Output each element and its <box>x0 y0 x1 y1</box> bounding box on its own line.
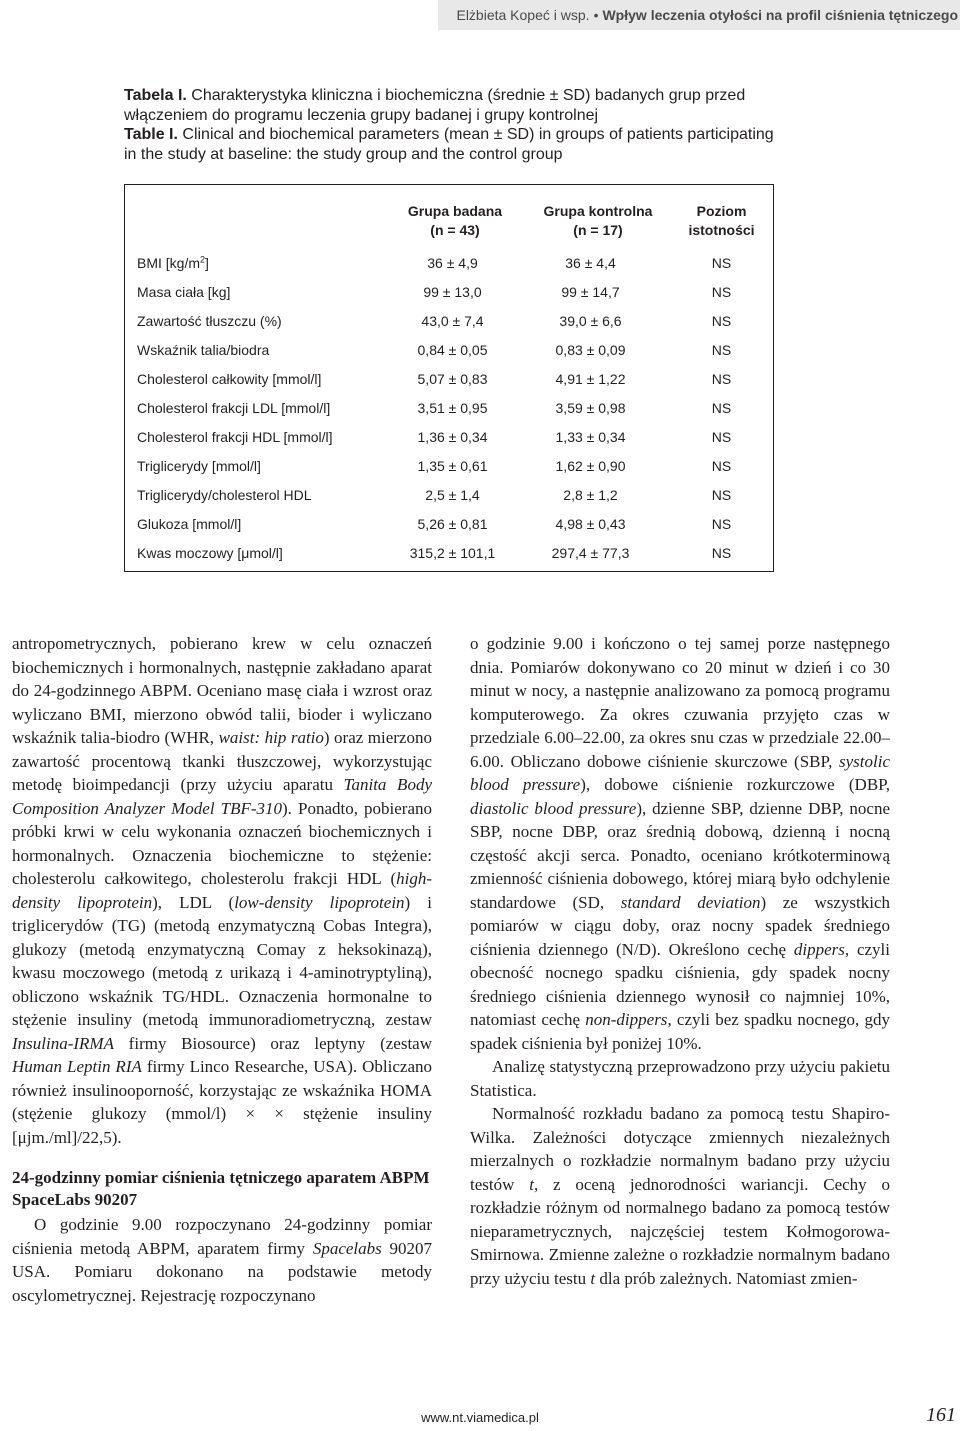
header-separator: • <box>593 7 599 23</box>
header-significance-line1: Poziom <box>696 203 747 219</box>
page-number: 161 <box>926 1404 956 1426</box>
italic-run: low-density lipoprotein <box>234 892 405 912</box>
cell-study-group: 1,36 ± 0,34 <box>417 429 488 445</box>
cell-significance: NS <box>711 516 732 532</box>
row-label: Glukoza [mmol/l] <box>137 516 242 532</box>
row-label: Masa ciała [kg] <box>137 284 231 300</box>
cell-significance: NS <box>711 342 732 358</box>
table-row <box>125 513 773 535</box>
text-run: firmy Biosource) oraz leptyny (zestaw <box>113 1033 432 1053</box>
cell-significance: NS <box>711 284 732 300</box>
cell-significance: NS <box>711 313 732 329</box>
text-run: , czyli obecność nocnego spadku ciśnienia, gdy spadek nocny średniego ciśnienia dziennego wynosił co najmniej 10%, natomiast cechę <box>470 939 890 1029</box>
cell-significance: NS <box>711 400 732 416</box>
row-label: Cholesterol całkowity [mmol/l] <box>137 371 322 387</box>
row-label: Cholesterol frakcji LDL [mmol/l] <box>137 400 331 416</box>
italic-run: Spacelabs <box>312 1238 382 1258</box>
right-paragraph-normality <box>470 1102 890 1290</box>
table-row <box>125 281 773 303</box>
text-run: ) oraz mierzono zawartość procentową tkanki tłuszczowej, wykorzystując metodę bioimpedancji (przy użyciu aparatu <box>12 728 432 794</box>
cell-study-group: 0,84 ± 0,05 <box>417 342 488 358</box>
row-label: Kwas moczowy [μmol/l] <box>137 545 283 561</box>
header-authors: Elżbieta Kopeć i wsp. <box>456 7 590 23</box>
cell-significance: NS <box>711 255 732 271</box>
caption-en-label: Table I. <box>124 126 178 143</box>
text-run: dla prób zależnych. Natomiast zmien- <box>595 1268 858 1288</box>
row-label: Triglicerydy/cholesterol HDL <box>137 487 312 503</box>
text-run: firmy Linco Researche, USA). Obliczano również insulinooporność, korzystając ze wskaźnika HOMA (stężenie glukozy (mmol/l) × × stężenie insuliny [μjm./ml]/22,5). <box>12 1057 433 1147</box>
text-run: ) i triglicerydów (TG) (metodą enzymatyczną Cobas Integra), glukozy (metodą enzymatyczną Comay z heksokinazą), kwasu moczowego (metodą z urikazą i 4-aminotryptyliną), obliczono wskaźnik TG/HDL. Oznaczenia hormonalne to stężenie insuliny (metodą immunoradiometryczną, zestaw <box>12 892 432 1029</box>
header-title: Wpływ leczenia otyłości na profil ciśnienia tętniczego <box>602 7 958 23</box>
table-row <box>125 455 773 477</box>
left-column <box>12 632 432 1307</box>
italic-run: high-density lipoprotein <box>12 869 432 912</box>
italic-run: systolic blood pressure <box>470 751 890 794</box>
caption-pl-label: Tabela I. <box>124 87 187 104</box>
row-label-text: BMI [kg/m <box>137 255 201 271</box>
caption-english <box>124 125 774 164</box>
cell-study-group: 36 ± 4,9 <box>427 255 478 271</box>
cell-significance: NS <box>711 371 732 387</box>
cell-study-group: 5,07 ± 0,83 <box>417 371 488 387</box>
text-run: ), LDL ( <box>152 892 235 912</box>
text-run: o godzinie 9.00 i kończono o tej samej porze następnego dnia. Pomiarów dokonywano co 20 minut w dzień i co 30 minut w nocy, a następnie analizowano za pomocą programu komputerowego. Za okres czuwania przyjęto czas w przedziale 6.00–22.00, za okres snu czas w przedziale 22.00–6.00. Obliczano dobowe ciśnienie skurczowe (SBP, <box>470 634 890 771</box>
cell-control-group: 4,91 ± 1,22 <box>555 371 626 387</box>
header-control-group-line2: (n = 17) <box>573 222 623 238</box>
right-paragraph-abpm-cont <box>470 632 890 1055</box>
text-run: ). Ponadto, pobierano próbki krwi w celu wykonania oznaczeń biochemicznych i hormonalnych. Oznaczenia biochemiczne to stężenie: cholesterolu całkowitego, cholesterolu frakcji HDL ( <box>12 798 432 888</box>
table-row <box>125 368 773 390</box>
header-control-group <box>518 202 678 240</box>
italic-run: t <box>529 1174 534 1194</box>
cell-study-group: 3,51 ± 0,95 <box>417 400 488 416</box>
cell-control-group: 99 ± 14,7 <box>561 284 620 300</box>
header-control-group-line1: Grupa kontrolna <box>543 203 653 219</box>
header-significance <box>659 202 784 240</box>
section-heading-abpm: 24-godzinny pomiar ciśnienia tętniczego aparatem ABPM SpaceLabs 90207 <box>12 1168 430 1209</box>
row-label: Triglicerydy [mmol/l] <box>137 458 261 474</box>
italic-run: diastolic blood pressure <box>470 798 637 818</box>
row-label: Wskaźnik talia/biodra <box>137 342 270 358</box>
row-label: Zawartość tłuszczu (%) <box>137 313 282 329</box>
cell-study-group: 99 ± 13,0 <box>423 284 482 300</box>
cell-study-group: 43,0 ± 7,4 <box>421 313 484 329</box>
cell-control-group: 1,62 ± 0,90 <box>555 458 626 474</box>
italic-run: waist: hip ratio <box>218 728 324 747</box>
cell-study-group: 2,5 ± 1,4 <box>425 487 480 503</box>
footer-url[interactable]: www.nt.viamedica.pl <box>421 1410 539 1425</box>
text-run: antropometrycznych, pobierano krew w celu oznaczeń biochemicznych i hormonalnych, następnie zakładano aparat do 24-godzinnego ABPM. Oceniano masę ciała i wzrost oraz wyliczano BMI, mierzono obwód talii, bioder i wyliczano wskaźnik talia-biodro (WHR, <box>12 634 432 747</box>
text-run: 90207 USA. Pomiaru dokonano na podstawie metody oscylometrycznej. Rejestrację rozpoczynano <box>12 1238 433 1305</box>
cell-significance: NS <box>711 458 732 474</box>
cell-control-group: 297,4 ± 77,3 <box>551 545 630 561</box>
text-run: O godzinie 9.00 rozpoczynano 24-godzinny pomiar ciśnienia metodą ABPM, aparatem firmy <box>12 1215 432 1258</box>
caption-en-text: Clinical and biochemical parameters (mean ± SD) in groups of patients participating in the study at baseline: the study group and the control group <box>124 126 774 163</box>
header-significance-line2: istotności <box>688 222 755 238</box>
italic-run: t <box>590 1268 596 1288</box>
text-run: ), dzienne SBP, dzienne DBP, nocne SBP, nocne DBP, oraz średnią dobową, dzienną i nocną częstość akcji serca. Ponadto, oceniano krótkoterminową zmienność ciśnienia dobowego, której miarą było odchylenie standardowe (SD, <box>470 798 890 912</box>
table-row <box>125 339 773 361</box>
cell-control-group: 3,59 ± 0,98 <box>555 400 626 416</box>
text-run: ), dobowe ciśnienie rozkurczowe (DBP, <box>580 775 890 794</box>
cell-study-group: 5,26 ± 0,81 <box>417 516 488 532</box>
table-row <box>125 484 773 506</box>
right-column <box>470 632 890 1290</box>
header-study-group <box>380 202 530 240</box>
cell-control-group: 0,83 ± 0,09 <box>555 342 626 358</box>
table-row <box>125 542 773 564</box>
text-run: , z oceną jednorodności wariancji. Cechy o rozkładzie różnym od normalnego badano za pomocą testów nieparametrycznych, najczęściej testem Kołmogorowa-Smirnowa. Zmienne zależne o rozkładzie normalnym badano przy użyciu testu <box>470 1174 890 1288</box>
cell-study-group: 315,2 ± 101,1 <box>409 545 496 561</box>
cell-control-group: 36 ± 4,4 <box>565 255 616 271</box>
left-paragraph-abpm <box>12 1213 432 1307</box>
text-run: Normalność rozkładu badano za pomocą testu Shapiro-Wilka. Zależności dotyczące zmiennych niezależnych mierzalnych o rozkładzie normalnym badano przy użyciu testów <box>470 1104 890 1194</box>
row-label-end: ] <box>205 255 209 271</box>
italic-run: standard deviation <box>620 892 761 912</box>
table-row <box>125 426 773 448</box>
table-row <box>125 310 773 332</box>
cell-study-group: 1,35 ± 0,61 <box>417 458 488 474</box>
cell-significance: NS <box>711 545 732 561</box>
cell-significance: NS <box>711 429 732 445</box>
cell-control-group: 4,98 ± 0,43 <box>555 516 626 532</box>
header-study-group-line2: (n = 43) <box>430 222 480 238</box>
header-study-group-line1: Grupa badana <box>407 203 503 219</box>
caption-polish <box>124 86 774 125</box>
table-row <box>125 252 773 274</box>
table-row <box>125 397 773 419</box>
cell-significance: NS <box>711 487 732 503</box>
italic-run: Insulina-IRMA <box>12 1033 114 1053</box>
cell-control-group: 1,33 ± 0,34 <box>555 429 626 445</box>
text-run: , czyli bez spadku nocnego, gdy spadek ciśnienia był poniżej 10%. <box>470 1010 891 1053</box>
text-run: ) ze wszystkich pomiarów w ciągu doby, oraz nocny spadek średniego ciśnienia dziennego (N/D). Określono cechę <box>470 892 890 959</box>
italic-run: dippers <box>793 939 845 959</box>
italic-run: Human Leptin RIA <box>12 1057 142 1076</box>
row-label <box>137 252 209 274</box>
italic-run: Tanita Body Composition Analyzer Model TBF-310 <box>12 775 432 818</box>
caption-pl-text: Charakterystyka kliniczna i biochemiczna (średnie ± SD) badanych grup przed włączeniem do programu leczenia grupy badanej i grupy kontrolnej <box>124 87 746 124</box>
right-paragraph-statistics: Analizę statystyczną przeprowadzono przy użyciu pakietu Statistica. <box>470 1057 890 1100</box>
data-table <box>124 184 774 572</box>
left-paragraph-methods <box>12 632 432 1149</box>
italic-run: non-dippers <box>585 1010 668 1029</box>
cell-control-group: 39,0 ± 6,6 <box>559 313 622 329</box>
running-header <box>438 0 960 30</box>
table-caption <box>124 86 774 164</box>
row-label: Cholesterol frakcji HDL [mmol/l] <box>137 429 333 445</box>
row-label-superscript: 2 <box>200 254 206 265</box>
cell-control-group: 2,8 ± 1,2 <box>563 487 618 503</box>
